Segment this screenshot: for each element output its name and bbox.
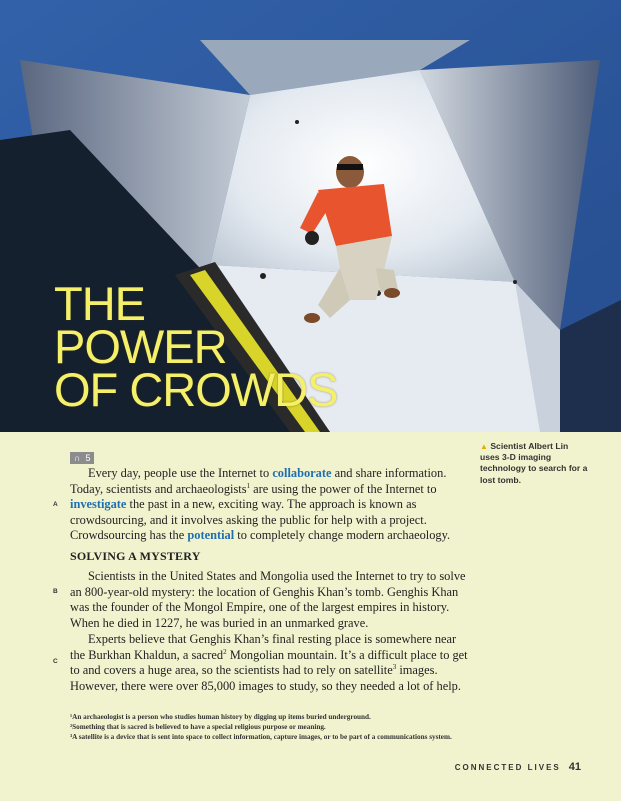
- footnote-3: ³A satellite is a device that is sent into space to collect information, capture images, or to be part of a communications system.: [70, 733, 452, 741]
- page-number: 41: [568, 761, 581, 773]
- margin-letter-b: B: [53, 588, 58, 595]
- audio-track-button[interactable]: [70, 452, 94, 464]
- text: the past in a new, exciting way. The approach is known as crowdsourcing, and it involves asking the public for help with a project. Crowdsourcing has the: [70, 497, 427, 543]
- text: Mongolian mountain. It’s a difficult place to get to and covers a huge area, so the scientists had to rely on satellite: [70, 647, 468, 678]
- page-footer: [455, 761, 581, 773]
- caption-triangle-icon: ▲: [480, 442, 488, 451]
- margin-letter-a: A: [53, 501, 58, 508]
- paragraph-2: [70, 569, 468, 631]
- footnote-ref-1: 1: [246, 481, 251, 490]
- margin-letter-c: C: [53, 658, 58, 665]
- title-line-3: OF CROWDS: [54, 363, 338, 416]
- text: Every day, people use the Internet to: [88, 466, 273, 480]
- footnote-1: ¹An archaeologist is a person who studies human history by digging up items buried underground.: [70, 713, 371, 721]
- vocab-investigate[interactable]: investigate: [70, 497, 127, 512]
- title-line-1: THE: [54, 277, 145, 330]
- headphones-icon: ∩: [74, 453, 81, 463]
- text: images. However, there were over 85,000 images to study, so they needed a lot of help.: [70, 663, 461, 693]
- caption-text: Scientist Albert Lin uses 3-D imaging technology to search for a lost tomb.: [480, 441, 588, 485]
- footnote-ref-3: 3: [392, 663, 397, 672]
- paragraph-3: [70, 632, 468, 694]
- footnote-2: ²Something that is sacred is believed to have a special religious purpose or meaning.: [70, 723, 326, 731]
- text: and share information. Today, scientists and archaeologists: [70, 466, 447, 496]
- title-line-2: POWER: [54, 320, 227, 373]
- article-title: [54, 277, 338, 416]
- vocab-collaborate[interactable]: collaborate: [272, 466, 332, 480]
- footnote-ref-2: 2: [223, 647, 227, 656]
- text: Experts believe that Genghis Khan’s final resting place is somewhere near the Burkhan Khaldun, a sacred: [70, 632, 457, 662]
- footer-section: CONNECTED LIVES: [454, 763, 561, 772]
- text: are using the power of the Internet to: [250, 481, 437, 496]
- paragraph-1: [70, 466, 468, 544]
- vocab-potential[interactable]: potential: [187, 528, 235, 543]
- text: Scientists in the United States and Mongolia used the Internet to try to solve an 800-year-old mystery: the location of Genghis Khan’s tomb. Genghis Khan was the founder of the Mongol Empire, one of the largest empires in history. When he died in 1227, he was buried in an unmarked grave.: [70, 569, 466, 630]
- photo-caption: [480, 441, 588, 486]
- audio-track-number: 5: [85, 453, 91, 463]
- section-heading: SOLVING A MYSTERY: [70, 549, 201, 563]
- text: to completely change modern archaeology.: [234, 528, 451, 543]
